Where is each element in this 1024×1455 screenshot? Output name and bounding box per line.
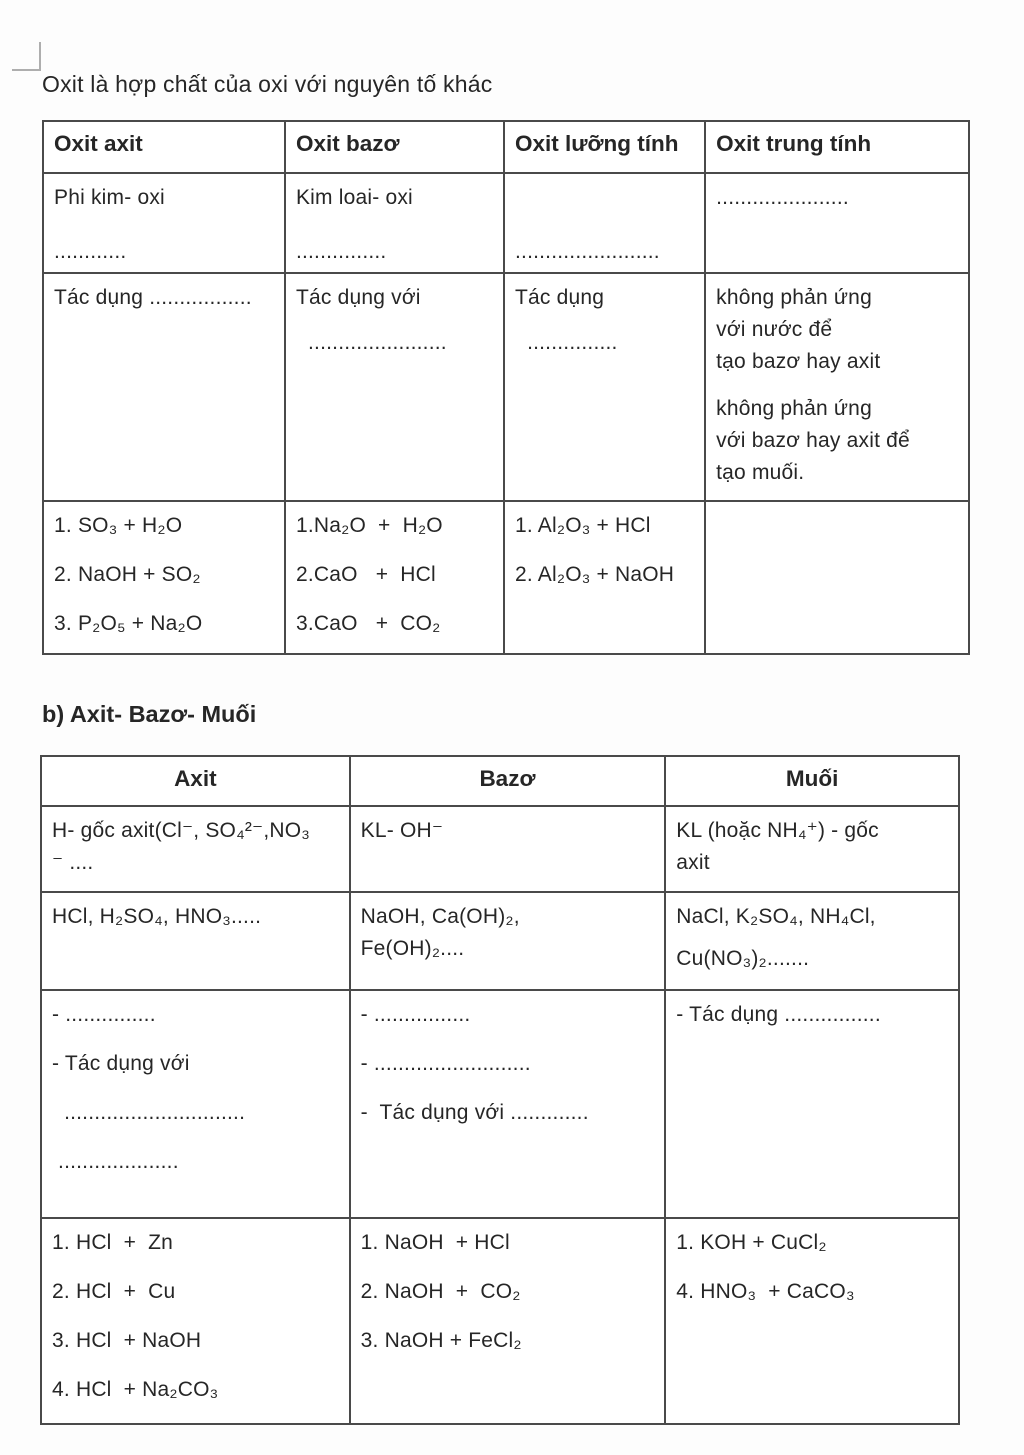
abm-compounds-bazo: NaOH, Ca(OH)₂, Fe(OH)₂....	[351, 893, 667, 990]
abm-properties-muoi: - Tác dụng ................	[666, 991, 958, 1220]
oxit-examples-bazo: 1.Na₂O + H₂O 2.CaO + HCl 3.CaO + CO₂	[286, 502, 505, 653]
oxit-header-axit: Oxit axit	[44, 122, 286, 174]
abm-header-bazo: Bazơ	[351, 757, 667, 807]
abm-reactions-axit: 1. HCl + Zn 2. HCl + Cu 3. HCl + NaOH 4. HCl + Na₂CO₃	[42, 1219, 351, 1423]
acid-base-salt-table	[40, 755, 960, 1425]
oxit-definition-luong-tinh: ........................	[505, 174, 706, 274]
abm-reactions-muoi: 1. KOH + CuCl₂ 4. HNO₃ + CaCO₃	[676, 1231, 855, 1304]
section-b-heading: b) Axit- Bazơ- Muối	[42, 701, 257, 727]
oxit-examples-trung-tinh	[706, 502, 968, 653]
abm-header-muoi: Muối	[666, 757, 958, 807]
page-title: Oxit là hợp chất của oxi với nguyên tố khác	[42, 71, 493, 97]
abm-formula-muoi: KL (hoặc NH₄⁺) - gốc axit	[666, 807, 958, 893]
oxit-definition-axit: Phi kim- oxi ............	[44, 174, 286, 274]
oxit-header-trung-tinh: Oxit trung tính	[706, 122, 968, 174]
oxit-definition-bazo: Kim loai- oxi ...............	[286, 174, 505, 274]
abm-compounds-muoi: NaCl, K₂SO₄, NH₄Cl, Cu(NO₃)₂.......	[666, 893, 958, 990]
oxit-properties-bazo: Tác dụng với .......................	[286, 274, 505, 502]
oxit-header-bazo: Oxit bazơ	[286, 122, 505, 174]
abm-properties-bazo: - ................ - .......................... - Tác dụng với .............	[351, 991, 667, 1220]
oxit-examples-luong-tinh: 1. Al₂O₃ + HCl 2. Al₂O₃ + NaOH	[505, 502, 706, 653]
abm-formula-axit: H- gốc axit(Cl⁻, SO₄²⁻,NO₃ ⁻ ....	[42, 807, 351, 893]
oxit-properties-axit: Tác dụng .................	[44, 274, 286, 502]
abm-reactions-bazo: 1. NaOH + HCl 2. NaOH + CO₂ 3. NaOH + FeCl₂	[351, 1219, 667, 1423]
page-margin-corner-mark	[12, 42, 41, 71]
oxit-definition-trung-tinh: ......................	[706, 174, 968, 274]
abm-properties-axit: - ............... - Tác dụng với .............................. ....................	[42, 991, 351, 1220]
abm-formula-bazo: KL- OH⁻	[351, 807, 667, 893]
abm-compounds-axit: HCl, H₂SO₄, HNO₃.....	[42, 893, 351, 990]
oxit-examples-axit: 1. SO₃ + H₂O 2. NaOH + SO₂ 3. P₂O₅ + Na₂O	[44, 502, 286, 653]
abm-header-axit: Axit	[42, 757, 351, 807]
oxide-classification-table	[42, 120, 970, 655]
oxit-properties-trung-tinh: không phản ứng với nước để tạo bazơ hay axit không phản ứng với bazơ hay axit để tạo muối.	[706, 274, 968, 502]
oxit-properties-luong-tinh: Tác dụng ...............	[505, 274, 706, 502]
oxit-header-luong-tinh: Oxit lưỡng tính	[505, 122, 706, 174]
